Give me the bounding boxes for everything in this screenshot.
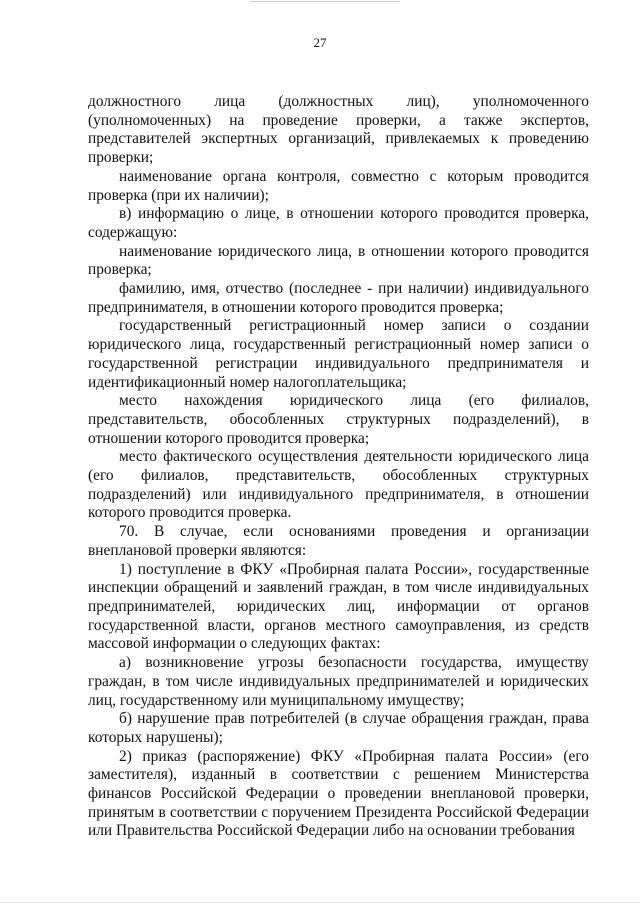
paragraph: б) нарушение прав потребителей (в случае обращения граждан, права которых нарушены); <box>88 710 589 746</box>
paragraph: место нахождения юридического лица (его филиалов, представительств, обособленных структурных подразделений), в отношении которого проводится проверка; <box>88 392 589 447</box>
page-number: 27 <box>313 35 327 50</box>
document-body <box>88 93 589 841</box>
paragraph: фамилию, имя, отчество (последнее - при наличии) индивидуального предпринимателя, в отношении которого проводится проверка; <box>88 280 589 316</box>
paragraph: 1) поступление в ФКУ «Пробирная палата России», государственные инспекции обращений и заявлений граждан, в том числе индивидуальных предпринимателей, юридических лиц, информации от органов государственной власти, органов местного самоуправления, из средств массовой информации о следующих фактах: <box>88 560 589 653</box>
paragraph: наименование юридического лица, в отношении которого проводится проверка; <box>88 242 589 279</box>
scan-artifact-bottom <box>0 902 640 903</box>
paragraph: 70. В случае, если основаниями проведения и организации внеплановой проверки являются: <box>88 523 589 559</box>
paragraph: наименование органа контроля, совместно с которым проводится проверка (при их наличии); <box>88 167 589 204</box>
paragraph: 2) приказ (распоряжение) ФКУ «Пробирная палата России» (его заместителя), изданный в соответствии с решением Министерства финансов Российской Федерации о проведении внеплановой проверки, принятым в соответствии с поручением Президента Российской Федерации или Правительства Российской Федерации либо на основании требования <box>88 747 589 840</box>
paragraph: должностного лица (должностных лиц), уполномоченного (уполномоченных) на проведение проверки, а также экспертов, представителей экспертных организаций, привлекаемых к проведению проверки; <box>88 93 589 167</box>
scan-artifact-top <box>250 1 400 2</box>
paragraph: государственный регистрационный номер записи о создании юридического лица, государственный регистрационный номер записи о государственной регистрации индивидуального предпринимателя и идентификационный номер налогоплательщика; <box>88 317 589 391</box>
paragraph: а) возникновение угрозы безопасности государства, имуществу граждан, в том числе индивидуальных предпринимателей и юридических лиц, государственному или муниципальному имуществу; <box>88 654 589 709</box>
paragraph: место фактического осуществления деятельности юридического лица (его филиалов, представительств, обособленных структурных подразделений) или индивидуального предпринимателя, в отношении которого проводится проверка. <box>88 448 589 522</box>
paragraph: в) информацию о лице, в отношении которого проводится проверка, содержащую: <box>88 205 589 241</box>
